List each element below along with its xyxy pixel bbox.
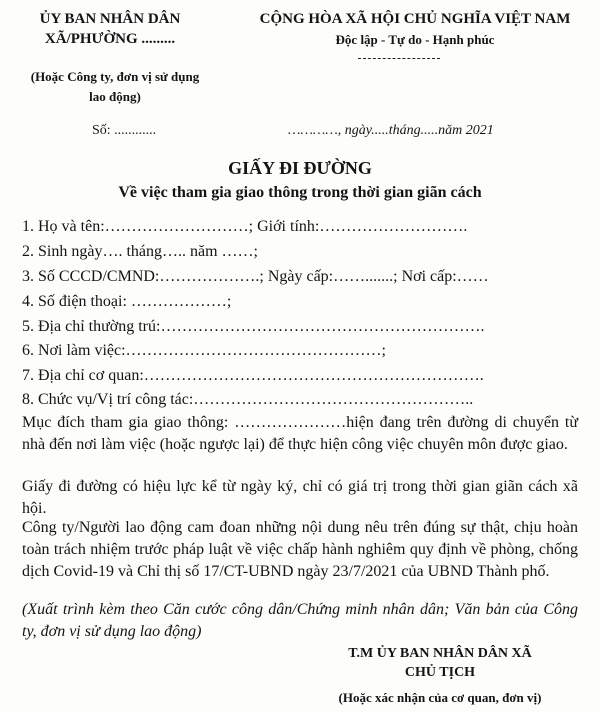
validity-paragraph: Giấy đi đường có hiệu lực kể từ ngày ký, chỉ có giá trị trong thời gian giãn cách xã hội. [22,478,578,517]
field-position: 8. Chức vụ/Vị trí công tác:…………………………………………….. [22,391,474,408]
attachment-note: (Xuất trình kèm theo Căn cước công dân/Chứng minh nhân dân; Văn bản của Công ty, đơn vị sử dụng lao động) [22,601,578,640]
signature-org: T.M ỦY BAN NHÂN DÂN XÃ [348,646,532,661]
field-full-name: 1. Họ và tên:………………………; Giới tính:………………………. [22,218,468,235]
field-workplace: 6. Nơi làm việc:…………………………………………; [22,342,386,359]
field-phone: 4. Số điện thoại: ………………; [22,293,232,310]
document-subtitle: Về việc tham gia giao thông trong thời gian giãn cách [118,184,482,201]
document-title: GIẤY ĐI ĐƯỜNG [228,158,372,178]
document-date: …………, ngày.....tháng.....năm 2021 [288,123,494,138]
national-motto: Độc lập - Tự do - Hạnh phúc [335,32,495,47]
motto-underline [358,58,440,59]
national-title: CỘNG HÒA XÃ HỘI CHỦ NGHĨA VIỆT NAM [259,11,571,27]
issuer-note-line2: lao động) [89,89,141,104]
field-office-address: 7. Địa chỉ cơ quan:………………………………………………………. [22,367,484,384]
field-id-number: 3. Số CCCD/CMND:……………….; Ngày cấp:…….......; Nơi cấp:…… [22,268,489,285]
document-number: Số: ............ [92,123,157,138]
issuer-ward: XÃ/PHƯỜNG ......... [44,31,176,47]
signature-title: CHỦ TỊCH [404,665,476,680]
commitment-paragraph: Công ty/Người lao động cam đoan những nội dung nêu trên đúng sự thật, chịu hoàn toàn trách nhiệm trước pháp luật về việc chấp hành nghiêm quy định về phòng, chống dịch Covid-19 và Chỉ thị số 17/CT-UBND ngày 23/7/2021 của UBND Thành phố. [22,519,578,580]
purpose-paragraph: Mục đích tham gia giao thông: …………………hiện đang trên đường di chuyển từ nhà đến nơi làm việc (hoặc ngược lại) để thực hiện công việc chuyên môn được giao. [22,414,578,453]
issuer-note-line1: (Hoặc Công ty, đơn vị sử dụng [30,69,200,84]
field-date-of-birth: 2. Sinh ngày…. tháng….. năm ……; [22,243,258,260]
field-permanent-address: 5. Địa chỉ thường trú:……………………………………………………. [22,318,485,335]
signature-note: (Hoặc xác nhận của cơ quan, đơn vị) [338,690,542,705]
issuer-name: ỦY BAN NHÂN DÂN [39,11,181,27]
